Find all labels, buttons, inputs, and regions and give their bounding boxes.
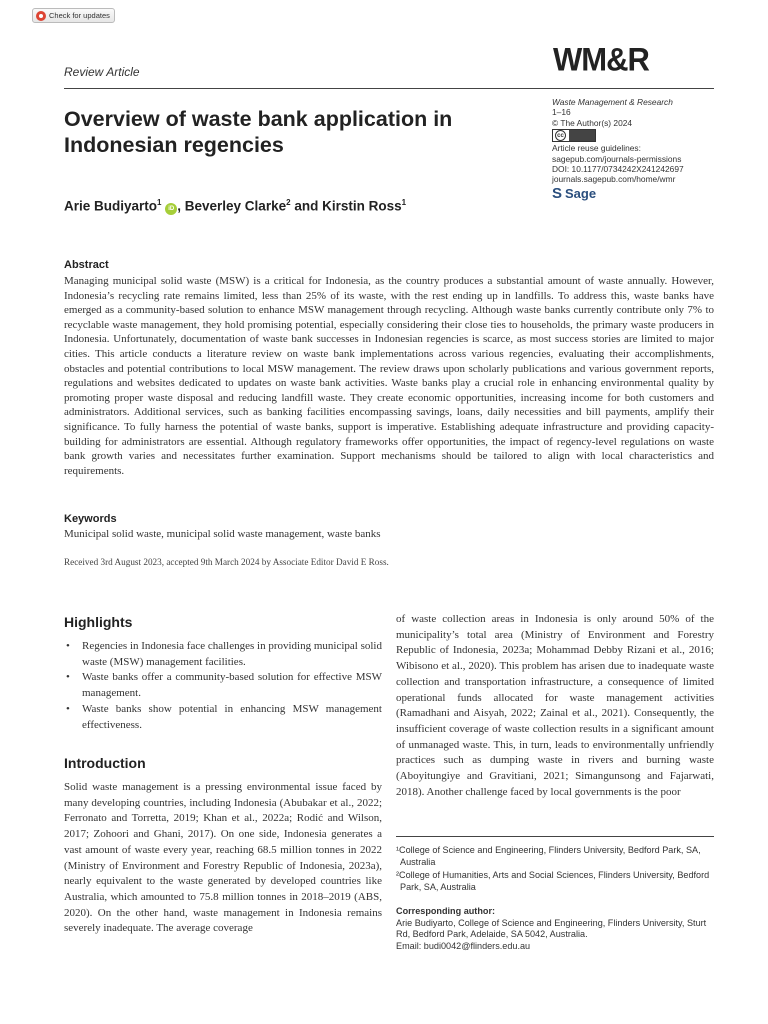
publisher-logo xyxy=(552,184,717,202)
introduction-text: Solid waste management is a pressing environmental issue faced by many developing countries, including Indonesia (Abubakar et al., 2022; Ferronato and Torretta, 2019; Khan et al., 2022a; Rodić and Wilson, 2017; Zohoori and Ghani, 2017). On one side, Indonesia generates a vast amount of waste every year, reaching 68.5 million tonnes in 2022 (Ministry of Environment and Forestry Republic of Indonesia, 2023a), nearly equivalent to the waste generated by developed countries like Australia, which amounted to 75.8 million tonnes in 2018–2019 (ABS, 2020). On the other hand, waste management in Indonesia remains severely inadequate. The average coverage xyxy=(64,781,382,935)
introduction-heading: Introduction xyxy=(64,755,146,771)
highlight-item: • Regencies in Indonesia face challenges in providing municipal solid waste (MSW) management facilities. xyxy=(64,639,382,670)
corresponding-address: Arie Budiyarto, College of Science and Engineering, Flinders University, Sturt Rd, Bedford Park, Adelaide, SA 5042, Australia. xyxy=(396,917,707,940)
reuse-link[interactable]: sagepub.com/journals-permissions xyxy=(552,153,682,164)
author-affiliation-sup: 1 xyxy=(401,198,407,207)
received-dates: Received 3rd August 2023, accepted 9th March 2024 by Associate Editor David E Ross. xyxy=(64,557,389,567)
introduction-text-continued: of waste collection areas in Indonesia is only around 50% of the municipality’s total area (Ministry of Environment and Forestry Republic of Indonesia, 2023a; Mohammad Debby Rizani et al., 2016; Wibisono et al., 2020). This problem has arisen due to inadequate waste collection and transportation infrastructure, a consequence of limited operational funds allocated for waste management activities (Ramadhani and Aisyah, 2022; Zainal et al., 2021). Consequently, the insufficient coverage of waste collection results in a significant amount of unmanaged waste. This, in turn, leads to environmentally unfriendly practices such as dumping waste in rivers and burning waste (Aboyitungiye and Gravitiani, 2021; Simangunsong and Fajarwati, 2018). Another challenge faced by local governments is the poor xyxy=(396,613,714,798)
corresponding-author xyxy=(396,906,714,953)
affiliation-item: ¹College of Science and Engineering, Flinders University, Bedford Park, SA, Australia xyxy=(396,845,701,867)
affiliation-item: ²College of Humanities, Arts and Social Sciences, Flinders University, Bedford Park, SA, Australia xyxy=(396,870,710,893)
article-title: Overview of waste bank application in Indonesian regencies xyxy=(64,107,453,157)
article-type: Review Article xyxy=(64,65,140,79)
highlight-item: • Waste banks offer a community-based solution for effective MSW management. xyxy=(64,670,382,701)
abstract-heading: Abstract xyxy=(64,259,109,271)
highlights-list xyxy=(64,639,382,733)
author-affiliation-sup: 2 xyxy=(286,198,291,207)
sage-icon: S xyxy=(552,184,563,202)
doi[interactable]: DOI: 10.1177/0734242X241242697 xyxy=(552,164,684,175)
keywords-heading: Keywords xyxy=(64,513,117,525)
corresponding-email[interactable]: Email: budi0042@flinders.edu.au xyxy=(396,941,531,952)
check-for-updates-badge[interactable] xyxy=(32,8,115,23)
copyright: © The Author(s) 2024 xyxy=(552,117,633,128)
footnote-divider xyxy=(396,836,714,837)
check-for-updates-icon xyxy=(36,11,46,21)
abstract-text: Managing municipal solid waste (MSW) is a critical for Indonesia, as the country produces a substantial amount of waste annually. However, Indonesia’s recycling rate remains limited, less than 25% of its waste, with the rest ending up in landfills. To address this, waste banks have emerged as a community-based solution to enhance MSW management through recycling. Although waste banks currently contribute only 7% to recyclable waste management, they hold promising potential, especially considering their close ties to households, the primary waste producers in Indonesia. Unfortunately, documentation of waste bank successes in Indonesian regencies is scarce, as most success stories are limited to major cities. This article conducts a literature review on waste bank implementations across various regencies, evaluating their accomplishments, obstacles and potential contributions to local MSW management. The review draws upon scholarly publications and various government reports, regulations and websites dedicated to updates on waste bank activities. Waste banks play a crucial role in enhancing environmental quality by promoting proper waste disposal and reducing landfill waste. They create economic opportunities, increasing income for both customers and administrators. Additional services, such as banking facilities encompassing savings, loans, daily necessities and bill payments, amplify their significance. To fully harness the potential of waste banks, support is imperative. Establishing adequate infrastructure and providing capacity-building for administrators are essential. Although regulatory frameworks offer opportunities, the impact of regency-level regulations on waste bank growth varies and necessitates further examination. Support mechanisms should be tailored to align with local characteristics and requirements. xyxy=(64,275,714,477)
affiliations xyxy=(396,845,714,896)
author-name[interactable]: Arie Budiyarto xyxy=(64,198,158,214)
corresponding-label: Corresponding author: xyxy=(396,906,496,916)
author-list: Arie Budiyarto$^1$ iD , Beverley Clarke$^2$ and Kirstin Ross$^1$ xyxy=(64,198,407,214)
publisher-name: Sage xyxy=(565,185,597,201)
journal-link[interactable]: journals.sagepub.com/home/wmr xyxy=(552,174,676,185)
highlight-item: • Waste banks show potential in enhancing MSW management effectiveness. xyxy=(64,702,382,733)
creative-commons-icon[interactable]: cc xyxy=(552,129,596,142)
check-for-updates-label: Check for updates xyxy=(49,11,110,20)
highlights-heading: Highlights xyxy=(64,614,133,630)
author-affiliation-sup: 1 xyxy=(157,198,162,207)
keywords-text: Municipal solid waste, municipal solid waste management, waste banks xyxy=(64,528,381,540)
journal-logo: WM&R xyxy=(553,41,649,78)
page-range: 1–16 xyxy=(552,107,571,118)
author-name[interactable]: Kirstin Ross xyxy=(322,198,402,214)
journal-name: Waste Management & Research xyxy=(552,97,673,107)
header-divider xyxy=(64,88,714,89)
journal-meta xyxy=(552,97,717,202)
author-name[interactable]: Beverley Clarke xyxy=(184,198,287,214)
author-conjunction: and xyxy=(294,198,319,214)
orcid-icon[interactable]: iD xyxy=(165,203,177,215)
reuse-label: Article reuse guidelines: xyxy=(552,143,641,154)
